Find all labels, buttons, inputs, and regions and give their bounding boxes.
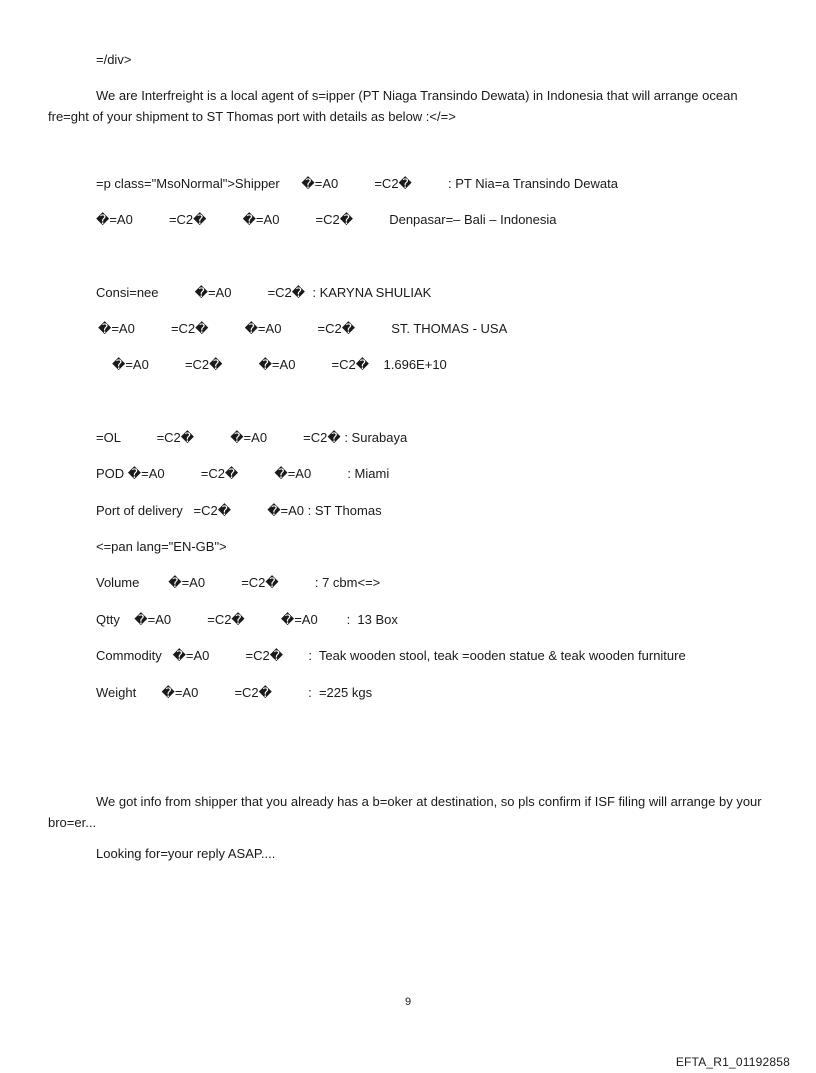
intro-paragraph: We are Interfreight is a local agent of s=ipper (PT Niaga Transindo Dewata) in Indonesia that will arrange ocean fre=ght of your shipment to ST Thomas port with details as below :</=> <box>48 88 738 124</box>
signoff-line: Looking for=your reply ASAP.... <box>96 846 276 861</box>
closing-paragraph: We got info from shipper that you already has a b=oker at destination, so pls confirm if ISF filing will arrange by your bro=er... <box>48 794 762 830</box>
consignee-line-3: �=A0 =C2� �=A0 =C2� 1.696E+10 <box>112 357 447 372</box>
page-number: 9 <box>404 996 412 1008</box>
shipper-line-2: �=A0 =C2� �=A0 =C2� Denpasar=– Bali – Indonesia <box>96 212 557 227</box>
volume-line: Volume �=A0 =C2� : 7 cbm<=> <box>96 575 381 590</box>
weight-line: Weight �=A0 =C2� : =225 kgs <box>96 685 373 700</box>
delivery-line: Port of delivery =C2� �=A0 : ST Thomas <box>96 503 382 518</box>
document-id: EFTA_R1_01192858 <box>675 1055 790 1069</box>
pod-line: POD �=A0 =C2� �=A0 : Miami <box>96 466 390 481</box>
consignee-line-1: Consi=nee �=A0 =C2� : KARYNA SHULIAK <box>96 285 432 300</box>
pol-line: =OL =C2� �=A0 =C2� : Surabaya <box>96 430 408 445</box>
qtty-line: Qtty �=A0 =C2� �=A0 : 13 Box <box>96 612 398 627</box>
header-line: =/div> <box>96 52 132 67</box>
shipper-line-1: =p class="MsoNormal">Shipper �=A0 =C2� : PT Nia=a Transindo Dewata <box>96 176 618 191</box>
span-tag-line: <=pan lang="EN-GB"> <box>96 539 227 554</box>
consignee-line-2: �=A0 =C2� �=A0 =C2� ST. THOMAS - USA <box>98 321 508 336</box>
commodity-line: Commodity �=A0 =C2� : Teak wooden stool, teak =ooden statue & teak wooden furniture <box>96 648 686 663</box>
